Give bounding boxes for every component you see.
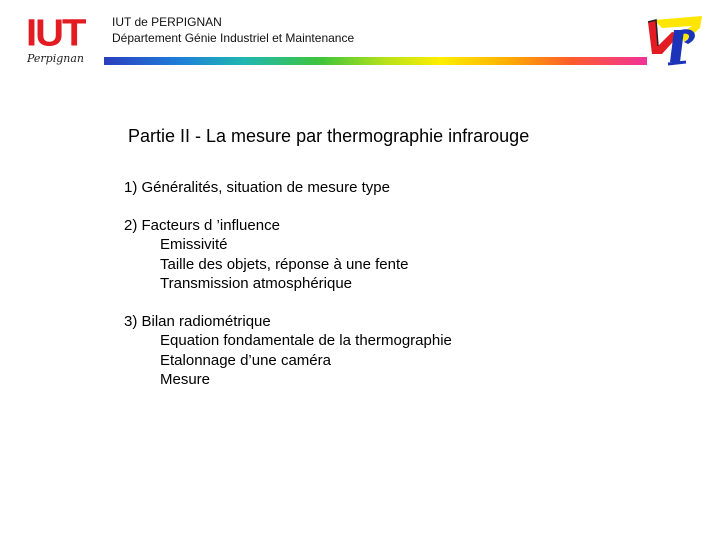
up-logo-icon <box>640 12 710 68</box>
section-3-item: Etalonnage d’une caméra <box>160 351 331 369</box>
section-3-item: Mesure <box>160 371 211 388</box>
section-2-item: Taille des objets, réponse à une fente <box>160 255 409 273</box>
header-line-department: Département Génie Industriel et Maintenance <box>112 31 355 45</box>
outline-content <box>124 178 452 390</box>
section-2-item: Emissivité <box>160 236 228 253</box>
section-heading-3: 3) Bilan radiométrique <box>124 312 271 330</box>
section-heading-2: 2) Facteurs d ’influence <box>124 216 280 234</box>
section-3-item: Equation fondamentale de la thermographie <box>160 332 452 349</box>
iut-logo-text: IUT <box>26 12 85 54</box>
up-logo <box>640 12 710 68</box>
header-line-institution: IUT de PERPIGNAN <box>112 15 222 29</box>
rainbow-divider <box>104 57 647 65</box>
iut-perpignan-logo <box>26 14 90 70</box>
section-heading-1: 1) Généralités, situation de mesure type <box>124 179 390 196</box>
perpignan-logo-script: Perpignan <box>27 52 85 65</box>
header-text <box>112 14 354 46</box>
section-2-item: Transmission atmosphérique <box>160 275 353 292</box>
slide-title: Partie II - La mesure par thermographie infrarouge <box>128 126 530 146</box>
